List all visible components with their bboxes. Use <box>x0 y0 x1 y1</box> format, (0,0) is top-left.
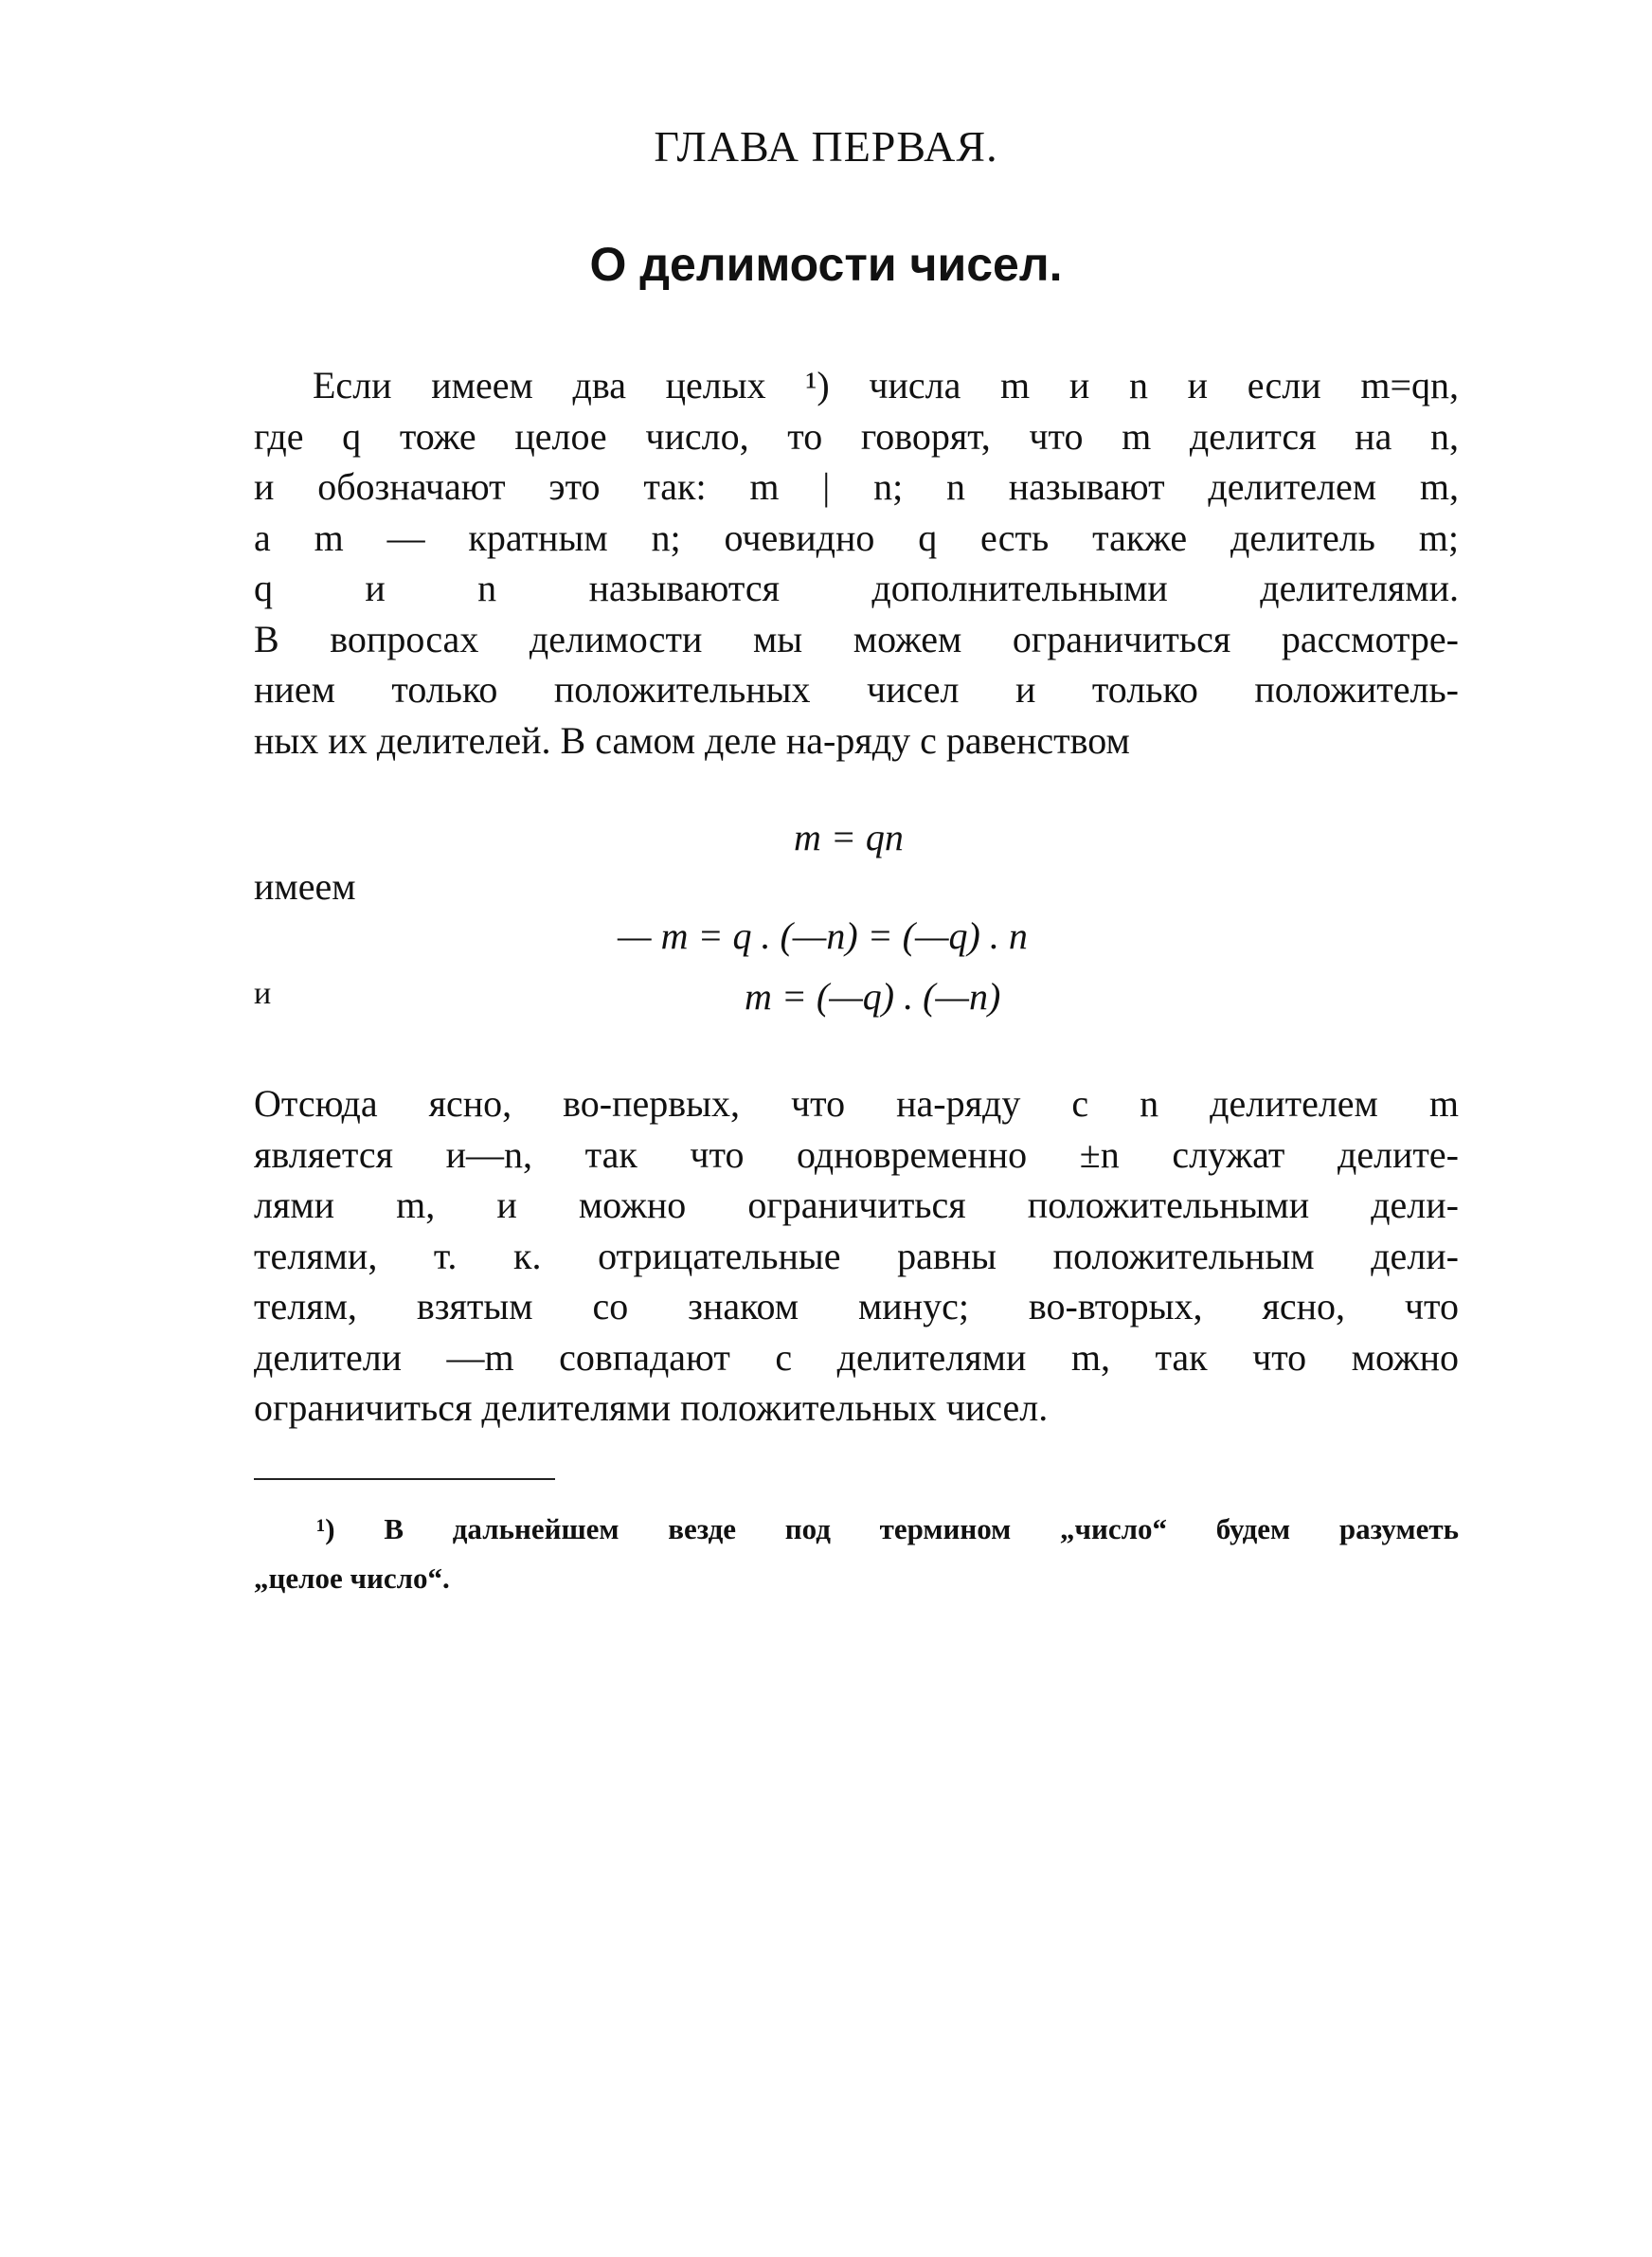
text-line: делители —m совпадают с делителями m, так что можно <box>254 1335 1459 1379</box>
paragraph-2 <box>254 1078 1459 1434</box>
text-line: телям, взятым со знаком минус; во-вторых, ясно, что <box>254 1285 1459 1327</box>
chapter-heading: ГЛАВА ПЕРВАЯ. <box>654 122 998 171</box>
text-line: и обозначают это так: m | n; n называют делителем m, <box>254 465 1459 508</box>
text-line: а m — кратным n; очевидно q есть также делитель m; <box>254 515 1459 559</box>
text-line: В вопросах делимости мы можем ограничиться рассмотре- <box>254 617 1459 660</box>
text-line: Отсюда ясно, во-первых, что на-ряду с n делителем m <box>254 1082 1459 1125</box>
equation-3: m = (—q) . (—n) <box>745 975 1001 1018</box>
text-line: q и n называются дополнительными делителями. <box>254 567 1459 609</box>
text-line: Если имеем два целых ¹) числа m и n и если m=qn, <box>313 364 1459 406</box>
text-line: где q тоже целое число, то говорят, что m делится на n, <box>254 414 1459 458</box>
equation-2: — m = q . (—n) = (—q) . n <box>618 914 1028 957</box>
equation-1: m = qn <box>794 816 904 858</box>
text-line: ограничиться делителями положительных чисел. <box>254 1386 1049 1429</box>
paragraph-1 <box>254 360 1459 766</box>
label-imeem: имеем <box>254 865 356 908</box>
footnote-line: ¹) В дальнейшем везде под термином „число“ будем разуметь <box>316 1512 1459 1545</box>
footnote-line: „целое число“. <box>254 1562 450 1595</box>
text-line: ных их делителей. В самом деле на-ряду с равенством <box>254 718 1130 762</box>
text-line: лями m, и можно ограничиться положительными дели- <box>254 1183 1459 1226</box>
footnote <box>254 1505 1459 1603</box>
footnote-divider <box>254 1478 555 1480</box>
text-line: нием только положительных чисел и только положитель- <box>254 668 1459 711</box>
section-title: О делимости чисел. <box>589 238 1063 291</box>
text-line: является и—n, так что одновременно ±n служат делите- <box>254 1132 1459 1176</box>
text-line: телями, т. к. отрицательные равны положительным дели- <box>254 1234 1459 1277</box>
label-i: и <box>254 976 272 1011</box>
